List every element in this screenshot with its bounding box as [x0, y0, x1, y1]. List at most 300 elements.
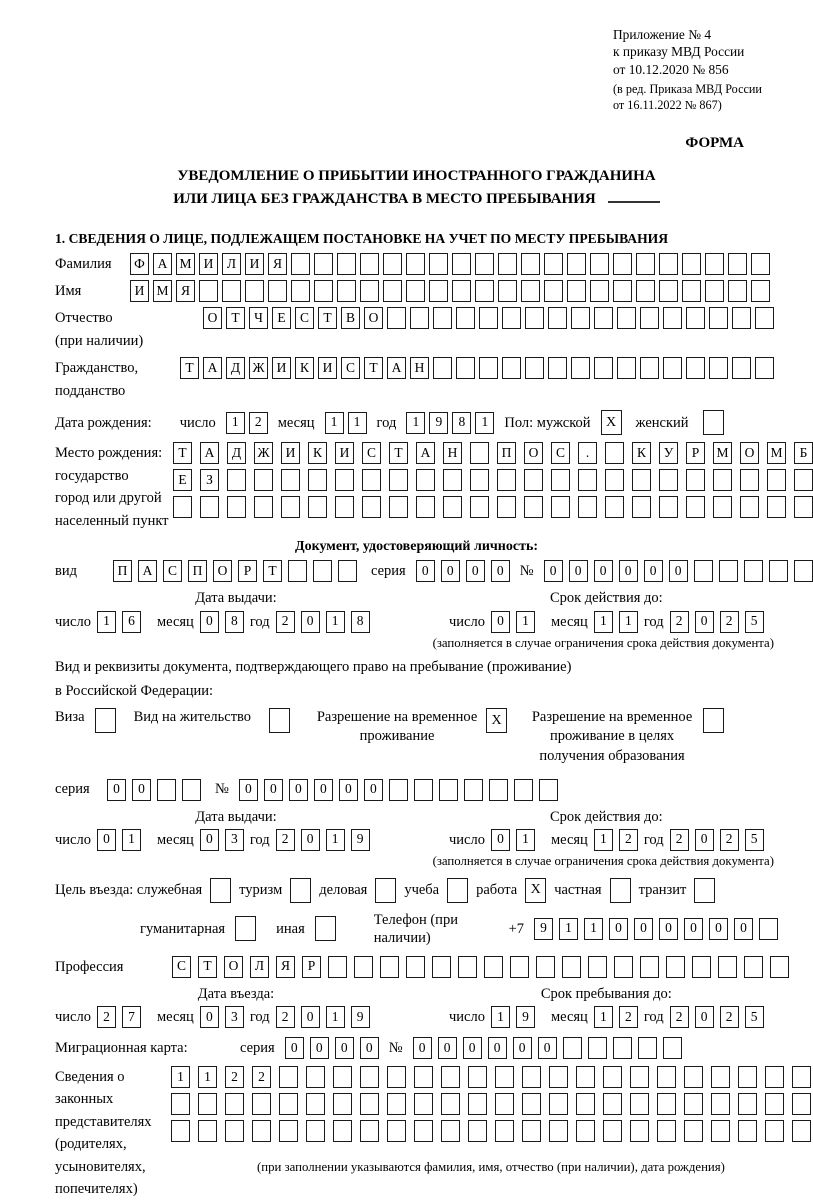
char-box[interactable]: 5 [745, 829, 764, 851]
char-box[interactable] [794, 560, 813, 582]
char-box[interactable]: 0 [695, 829, 714, 851]
entry-day-boxes[interactable] [97, 1006, 141, 1028]
char-box[interactable] [514, 779, 533, 801]
temp-permit-edu-checkbox[interactable] [703, 708, 724, 733]
char-box[interactable]: Т [364, 357, 383, 379]
char-box[interactable] [495, 1066, 514, 1088]
purpose-humanitarian-checkbox[interactable] [235, 916, 256, 941]
char-box[interactable]: 0 [364, 779, 383, 801]
sex-female-checkbox[interactable] [703, 410, 724, 435]
char-box[interactable] [630, 1093, 649, 1115]
char-box[interactable] [636, 253, 655, 275]
permit-number-boxes[interactable] [239, 779, 558, 801]
char-box[interactable] [335, 496, 354, 518]
char-box[interactable] [709, 357, 728, 379]
char-box[interactable] [199, 280, 218, 302]
char-box[interactable] [549, 1066, 568, 1088]
char-box[interactable]: У [659, 442, 678, 464]
char-box[interactable] [590, 280, 609, 302]
char-box[interactable]: И [318, 357, 337, 379]
char-box[interactable] [686, 496, 705, 518]
char-box[interactable]: X [486, 708, 507, 733]
birth-year-boxes[interactable] [406, 412, 494, 434]
char-box[interactable] [603, 1066, 622, 1088]
purpose-private-checkbox[interactable] [610, 878, 631, 903]
char-box[interactable] [751, 253, 770, 275]
char-box[interactable]: Т [180, 357, 199, 379]
char-box[interactable] [549, 1093, 568, 1115]
char-box[interactable]: Ч [249, 307, 268, 329]
char-box[interactable] [605, 496, 624, 518]
char-box[interactable] [429, 253, 448, 275]
char-box[interactable] [360, 1093, 379, 1115]
char-box[interactable]: 0 [491, 829, 510, 851]
char-box[interactable] [314, 280, 333, 302]
char-box[interactable] [281, 496, 300, 518]
char-box[interactable] [640, 956, 659, 978]
citizenship-boxes[interactable] [180, 357, 774, 379]
char-box[interactable] [479, 357, 498, 379]
char-box[interactable]: 1 [171, 1066, 190, 1088]
char-box[interactable] [468, 1120, 487, 1142]
char-box[interactable] [495, 1093, 514, 1115]
char-box[interactable]: 1 [559, 918, 578, 940]
char-box[interactable] [354, 956, 373, 978]
char-box[interactable] [306, 1120, 325, 1142]
char-box[interactable]: 0 [695, 1006, 714, 1028]
char-box[interactable]: М [176, 253, 195, 275]
char-box[interactable] [769, 560, 788, 582]
char-box[interactable] [657, 1120, 676, 1142]
char-box[interactable] [659, 253, 678, 275]
char-box[interactable]: 5 [745, 1006, 764, 1028]
char-box[interactable]: О [524, 442, 543, 464]
char-box[interactable]: К [632, 442, 651, 464]
char-box[interactable]: И [335, 442, 354, 464]
char-box[interactable] [740, 469, 759, 491]
char-box[interactable]: О [364, 307, 383, 329]
char-box[interactable] [338, 560, 357, 582]
char-box[interactable] [755, 307, 774, 329]
char-box[interactable]: 9 [351, 1006, 370, 1028]
mig-number-boxes[interactable] [413, 1037, 682, 1059]
purpose-tourism-checkbox[interactable] [290, 878, 311, 903]
char-box[interactable] [315, 916, 336, 941]
char-box[interactable]: А [203, 357, 222, 379]
char-box[interactable] [632, 496, 651, 518]
char-box[interactable] [227, 469, 246, 491]
char-box[interactable] [613, 1037, 632, 1059]
char-box[interactable]: 5 [745, 611, 764, 633]
char-box[interactable] [254, 496, 273, 518]
permit-expiry-month-boxes[interactable] [594, 829, 638, 851]
char-box[interactable]: 2 [276, 1006, 295, 1028]
purpose-business-checkbox[interactable] [375, 878, 396, 903]
char-box[interactable] [252, 1093, 271, 1115]
char-box[interactable]: 0 [466, 560, 485, 582]
char-box[interactable] [281, 469, 300, 491]
char-box[interactable] [590, 253, 609, 275]
char-box[interactable]: 9 [429, 412, 448, 434]
char-box[interactable] [524, 469, 543, 491]
char-box[interactable]: Я [276, 956, 295, 978]
char-box[interactable] [719, 560, 738, 582]
char-box[interactable] [684, 1066, 703, 1088]
char-box[interactable]: Т [198, 956, 217, 978]
char-box[interactable]: 1 [348, 412, 367, 434]
char-box[interactable]: 0 [684, 918, 703, 940]
char-box[interactable] [663, 357, 682, 379]
char-box[interactable] [522, 1066, 541, 1088]
char-box[interactable]: 0 [569, 560, 588, 582]
sex-male-checkbox[interactable] [601, 410, 622, 435]
char-box[interactable]: X [525, 878, 546, 903]
char-box[interactable] [252, 1120, 271, 1142]
char-box[interactable] [337, 253, 356, 275]
char-box[interactable]: А [387, 357, 406, 379]
char-box[interactable] [636, 280, 655, 302]
char-box[interactable]: 0 [200, 829, 219, 851]
permit-expiry-year-boxes[interactable] [670, 829, 764, 851]
birthplace-boxes-row3[interactable] [173, 496, 813, 518]
char-box[interactable] [443, 496, 462, 518]
char-box[interactable] [614, 956, 633, 978]
patronymic-boxes[interactable] [203, 307, 774, 329]
char-box[interactable]: 0 [538, 1037, 557, 1059]
char-box[interactable] [765, 1066, 784, 1088]
char-box[interactable]: 0 [438, 1037, 457, 1059]
char-box[interactable] [755, 357, 774, 379]
char-box[interactable]: П [497, 442, 516, 464]
char-box[interactable] [414, 1120, 433, 1142]
char-box[interactable]: М [767, 442, 786, 464]
char-box[interactable] [711, 1066, 730, 1088]
char-box[interactable]: 0 [314, 779, 333, 801]
char-box[interactable]: И [199, 253, 218, 275]
char-box[interactable] [694, 878, 715, 903]
char-box[interactable]: 8 [351, 611, 370, 633]
char-box[interactable]: 1 [475, 412, 494, 434]
char-box[interactable]: Т [263, 560, 282, 582]
char-box[interactable]: Ж [249, 357, 268, 379]
char-box[interactable] [441, 1066, 460, 1088]
char-box[interactable] [617, 307, 636, 329]
char-box[interactable] [563, 1037, 582, 1059]
char-box[interactable] [362, 496, 381, 518]
char-box[interactable]: К [308, 442, 327, 464]
char-box[interactable] [389, 496, 408, 518]
char-box[interactable] [740, 496, 759, 518]
char-box[interactable] [548, 307, 567, 329]
char-box[interactable] [709, 307, 728, 329]
char-box[interactable] [605, 469, 624, 491]
char-box[interactable] [659, 496, 678, 518]
char-box[interactable]: Д [227, 442, 246, 464]
char-box[interactable]: С [362, 442, 381, 464]
char-box[interactable] [738, 1066, 757, 1088]
char-box[interactable] [227, 496, 246, 518]
char-box[interactable] [562, 956, 581, 978]
char-box[interactable] [475, 253, 494, 275]
char-box[interactable]: 0 [659, 918, 678, 940]
char-box[interactable]: С [551, 442, 570, 464]
char-box[interactable]: 0 [619, 560, 638, 582]
char-box[interactable] [414, 1093, 433, 1115]
char-box[interactable] [571, 307, 590, 329]
permit-series-boxes[interactable] [107, 779, 201, 801]
char-box[interactable]: 6 [122, 611, 141, 633]
char-box[interactable]: 2 [670, 1006, 689, 1028]
doc-issue-month-boxes[interactable] [200, 611, 244, 633]
char-box[interactable] [198, 1093, 217, 1115]
char-box[interactable]: . [578, 442, 597, 464]
char-box[interactable] [732, 357, 751, 379]
birthplace-boxes-row2[interactable] [173, 469, 813, 491]
char-box[interactable] [291, 280, 310, 302]
char-box[interactable]: 2 [619, 829, 638, 851]
char-box[interactable] [489, 779, 508, 801]
char-box[interactable]: 0 [360, 1037, 379, 1059]
char-box[interactable] [759, 918, 778, 940]
char-box[interactable] [210, 878, 231, 903]
char-box[interactable]: 1 [326, 829, 345, 851]
char-box[interactable] [389, 469, 408, 491]
char-box[interactable]: 0 [734, 918, 753, 940]
char-box[interactable]: Л [222, 253, 241, 275]
doc-issue-day-boxes[interactable] [97, 611, 141, 633]
char-box[interactable]: 3 [225, 1006, 244, 1028]
char-box[interactable] [360, 1066, 379, 1088]
char-box[interactable] [268, 280, 287, 302]
char-box[interactable] [468, 1066, 487, 1088]
char-box[interactable] [744, 560, 763, 582]
char-box[interactable] [640, 357, 659, 379]
char-box[interactable] [682, 280, 701, 302]
char-box[interactable]: 0 [301, 829, 320, 851]
char-box[interactable]: 0 [264, 779, 283, 801]
char-box[interactable] [328, 956, 347, 978]
char-box[interactable] [536, 956, 555, 978]
char-box[interactable]: 0 [200, 611, 219, 633]
char-box[interactable] [524, 496, 543, 518]
char-box[interactable] [414, 1066, 433, 1088]
char-box[interactable]: Н [410, 357, 429, 379]
char-box[interactable] [522, 1120, 541, 1142]
stay-day-boxes[interactable] [491, 1006, 535, 1028]
char-box[interactable] [718, 956, 737, 978]
char-box[interactable] [360, 253, 379, 275]
entry-month-boxes[interactable] [200, 1006, 244, 1028]
char-box[interactable]: Т [389, 442, 408, 464]
char-box[interactable]: Ж [254, 442, 273, 464]
char-box[interactable] [406, 956, 425, 978]
char-box[interactable] [225, 1120, 244, 1142]
char-box[interactable]: 0 [513, 1037, 532, 1059]
char-box[interactable] [269, 708, 290, 733]
char-box[interactable]: Е [272, 307, 291, 329]
char-box[interactable] [308, 469, 327, 491]
char-box[interactable] [666, 956, 685, 978]
char-box[interactable] [732, 307, 751, 329]
char-box[interactable]: 0 [310, 1037, 329, 1059]
char-box[interactable] [383, 253, 402, 275]
char-box[interactable]: А [416, 442, 435, 464]
char-box[interactable] [360, 280, 379, 302]
char-box[interactable] [549, 1120, 568, 1142]
char-box[interactable]: 0 [339, 779, 358, 801]
given-name-boxes[interactable] [130, 280, 770, 302]
doc-number-boxes[interactable] [544, 560, 813, 582]
char-box[interactable] [544, 280, 563, 302]
char-box[interactable] [406, 280, 425, 302]
char-box[interactable]: 2 [720, 829, 739, 851]
char-box[interactable] [767, 496, 786, 518]
char-box[interactable] [484, 956, 503, 978]
char-box[interactable]: 1 [516, 611, 535, 633]
char-box[interactable] [576, 1066, 595, 1088]
char-box[interactable] [682, 253, 701, 275]
char-box[interactable]: Д [226, 357, 245, 379]
entry-year-boxes[interactable] [276, 1006, 370, 1028]
char-box[interactable] [387, 1066, 406, 1088]
char-box[interactable] [458, 956, 477, 978]
purpose-transit-checkbox[interactable] [694, 878, 715, 903]
char-box[interactable]: 9 [351, 829, 370, 851]
char-box[interactable] [728, 253, 747, 275]
char-box[interactable] [279, 1120, 298, 1142]
char-box[interactable] [387, 1093, 406, 1115]
char-box[interactable] [441, 1093, 460, 1115]
char-box[interactable] [198, 1120, 217, 1142]
char-box[interactable] [182, 779, 201, 801]
char-box[interactable]: 0 [544, 560, 563, 582]
doc-series-boxes[interactable] [416, 560, 510, 582]
char-box[interactable]: 0 [239, 779, 258, 801]
char-box[interactable] [686, 469, 705, 491]
permit-issue-month-boxes[interactable] [200, 829, 244, 851]
char-box[interactable]: 0 [634, 918, 653, 940]
char-box[interactable] [605, 442, 624, 464]
char-box[interactable] [452, 280, 471, 302]
char-box[interactable] [498, 253, 517, 275]
char-box[interactable] [522, 1093, 541, 1115]
char-box[interactable] [794, 496, 813, 518]
char-box[interactable] [389, 779, 408, 801]
char-box[interactable]: 2 [720, 611, 739, 633]
char-box[interactable]: 0 [609, 918, 628, 940]
char-box[interactable]: А [153, 253, 172, 275]
char-box[interactable]: 0 [301, 1006, 320, 1028]
char-box[interactable] [738, 1093, 757, 1115]
char-box[interactable]: 2 [252, 1066, 271, 1088]
char-box[interactable] [603, 1120, 622, 1142]
purpose-study-checkbox[interactable] [447, 878, 468, 903]
char-box[interactable]: И [130, 280, 149, 302]
char-box[interactable]: Б [794, 442, 813, 464]
char-box[interactable] [684, 1120, 703, 1142]
char-box[interactable] [630, 1066, 649, 1088]
char-box[interactable] [728, 280, 747, 302]
char-box[interactable] [383, 280, 402, 302]
char-box[interactable] [479, 307, 498, 329]
char-box[interactable]: 1 [594, 611, 613, 633]
char-box[interactable]: 9 [516, 1006, 535, 1028]
char-box[interactable]: С [295, 307, 314, 329]
char-box[interactable] [406, 253, 425, 275]
char-box[interactable] [464, 779, 483, 801]
char-box[interactable]: Р [238, 560, 257, 582]
char-box[interactable]: 0 [695, 611, 714, 633]
legal-reps-boxes-row1[interactable] [171, 1066, 811, 1088]
char-box[interactable] [588, 956, 607, 978]
char-box[interactable] [525, 307, 544, 329]
birthplace-boxes-row1[interactable] [173, 442, 813, 464]
stay-month-boxes[interactable] [594, 1006, 638, 1028]
char-box[interactable] [313, 560, 332, 582]
char-box[interactable] [692, 956, 711, 978]
char-box[interactable]: 8 [452, 412, 471, 434]
char-box[interactable] [414, 779, 433, 801]
char-box[interactable]: З [200, 469, 219, 491]
char-box[interactable]: 0 [289, 779, 308, 801]
char-box[interactable] [765, 1120, 784, 1142]
char-box[interactable]: 1 [491, 1006, 510, 1028]
legal-reps-boxes-row2[interactable] [171, 1093, 811, 1115]
char-box[interactable]: И [245, 253, 264, 275]
char-box[interactable] [429, 280, 448, 302]
char-box[interactable]: С [163, 560, 182, 582]
char-box[interactable]: 0 [709, 918, 728, 940]
temp-permit-checkbox[interactable] [486, 708, 507, 733]
permit-issue-year-boxes[interactable] [276, 829, 370, 851]
char-box[interactable]: 1 [619, 611, 638, 633]
char-box[interactable]: 1 [594, 829, 613, 851]
residence-permit-checkbox[interactable] [269, 708, 290, 733]
char-box[interactable]: Е [173, 469, 192, 491]
char-box[interactable] [433, 307, 452, 329]
purpose-other-checkbox[interactable] [315, 916, 336, 941]
char-box[interactable] [703, 708, 724, 733]
char-box[interactable]: 2 [276, 611, 295, 633]
char-box[interactable]: 0 [488, 1037, 507, 1059]
doc-expiry-day-boxes[interactable] [491, 611, 535, 633]
char-box[interactable]: 0 [416, 560, 435, 582]
char-box[interactable]: 0 [301, 611, 320, 633]
doc-kind-boxes[interactable] [113, 560, 357, 582]
char-box[interactable] [495, 1120, 514, 1142]
char-box[interactable]: 0 [132, 779, 151, 801]
char-box[interactable] [751, 280, 770, 302]
char-box[interactable]: Н [443, 442, 462, 464]
char-box[interactable]: Т [226, 307, 245, 329]
char-box[interactable] [686, 307, 705, 329]
char-box[interactable]: М [153, 280, 172, 302]
char-box[interactable] [567, 253, 586, 275]
char-box[interactable]: Т [318, 307, 337, 329]
char-box[interactable] [497, 496, 516, 518]
char-box[interactable] [576, 1093, 595, 1115]
char-box[interactable]: О [203, 307, 222, 329]
char-box[interactable] [617, 357, 636, 379]
char-box[interactable]: 0 [285, 1037, 304, 1059]
surname-boxes[interactable] [130, 253, 770, 275]
char-box[interactable]: 9 [534, 918, 553, 940]
char-box[interactable]: 2 [249, 412, 268, 434]
char-box[interactable] [638, 1037, 657, 1059]
char-box[interactable] [713, 496, 732, 518]
char-box[interactable] [659, 280, 678, 302]
mig-series-boxes[interactable] [285, 1037, 379, 1059]
